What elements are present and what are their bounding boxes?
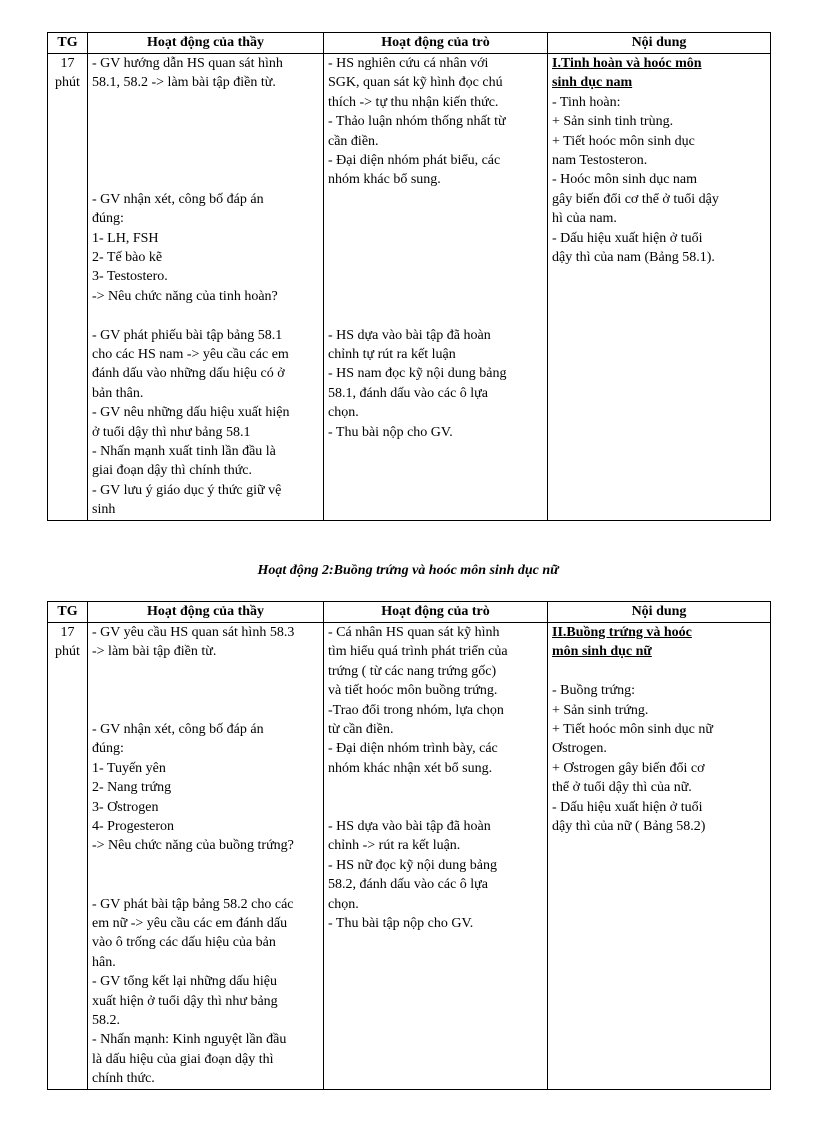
text-line: 1- Tuyến yên <box>92 760 166 776</box>
text-line: - Hoóc môn sinh dục nam <box>552 172 698 188</box>
header-teacher: Hoạt động của thầy <box>88 602 324 623</box>
text-line: cho các HS nam -> yêu cầu các em <box>92 347 289 362</box>
teacher-activity-cell <box>88 623 324 1090</box>
blank-line <box>92 681 319 700</box>
text-line: - GV hướng dẫn HS quan sát hình <box>92 56 283 71</box>
blank-line <box>92 856 319 875</box>
text-line: chỉnh -> rút ra kết luận. <box>328 838 461 854</box>
text-line: gây biến đổi cơ thể ở tuổi dậy <box>552 191 719 207</box>
student-activity-cell <box>324 623 548 1090</box>
activity-table-2 <box>47 601 771 1090</box>
text-line: đúng: <box>92 211 124 227</box>
text-line: I.Tinh hoàn và hoóc môn <box>552 56 702 71</box>
header-student: Hoạt động của trò <box>324 602 548 623</box>
header-student: Hoạt động của trò <box>324 33 548 54</box>
table-row <box>48 623 771 1090</box>
blank-line <box>92 112 319 131</box>
blank-line <box>92 701 319 720</box>
text-line: môn sinh dục nữ <box>552 644 652 660</box>
text-line: từ cần điền. <box>328 722 394 738</box>
student-activity-cell <box>324 54 548 521</box>
blank-line <box>328 190 543 209</box>
blank-line <box>328 267 543 286</box>
text-line: -Trao đổi trong nhóm, lựa chọn <box>328 702 504 718</box>
text-line: tìm hiểu quá trình phát triển của <box>328 644 508 660</box>
header-teacher: Hoạt động của thầy <box>88 33 324 54</box>
text-line: dậy thì của nam (Bảng 58.1). <box>552 250 715 266</box>
text-line: - Dấu hiệu xuất hiện ở tuổi <box>552 799 703 815</box>
time-cell <box>48 54 88 521</box>
text-line: - Đại diện nhóm phát biểu, các <box>328 153 501 169</box>
text-line: 17 <box>60 625 75 640</box>
text-line: chỉnh tự rút ra kết luận <box>328 346 456 362</box>
text-line: 4- Progesteron <box>92 819 175 835</box>
blank-line <box>552 662 766 681</box>
text-line: + Tiết hoóc môn sinh dục <box>552 133 695 149</box>
text-line: đánh dấu vào những dấu hiệu có ở <box>92 366 285 382</box>
text-line: - HS nam đọc kỹ nội dung bảng <box>328 366 507 382</box>
text-line: là dấu hiệu của giai đoạn dậy thì <box>92 1051 274 1067</box>
blank-line <box>328 248 543 267</box>
text-line: + Sản sinh tinh trùng. <box>552 114 674 130</box>
blank-line <box>92 151 319 170</box>
text-line: sinh dục nam <box>552 75 633 91</box>
text-line: - Thảo luận nhóm thống nhất từ <box>328 114 506 130</box>
text-line: - GV phát bài tập bảng 58.2 cho các <box>92 896 294 912</box>
teacher-activity-cell <box>88 54 324 521</box>
header-time: TG <box>48 33 88 54</box>
text-line: - Nhấn mạnh xuất tinh lần đầu là <box>92 444 276 460</box>
blank-line <box>92 170 319 189</box>
text-line: - GV phát phiếu bài tập bảng 58.1 <box>92 327 283 343</box>
text-line: 58.1, 58.2 -> làm bài tập điền từ. <box>92 75 276 91</box>
text-line: bản thân. <box>92 385 144 401</box>
text-line: thể ở tuổi dậy thì của nữ. <box>552 780 692 796</box>
text-line: phút <box>55 75 80 91</box>
text-line: hì của nam. <box>552 211 617 227</box>
text-line: xuất hiện ở tuổi dậy thì như bảng <box>92 993 278 1009</box>
text-line: - Thu bài tập nộp cho GV. <box>328 916 474 932</box>
text-line: em nữ -> yêu cầu các em đánh dấu <box>92 916 288 932</box>
blank-line <box>328 209 543 228</box>
blank-line <box>92 306 319 325</box>
section-2-title: Hoạt động 2:Buồng trứng và hoóc môn sinh dục nữ <box>257 563 559 578</box>
blank-line <box>328 778 543 797</box>
text-line: 2- Nang trứng <box>92 780 172 796</box>
header-content: Nội dung <box>548 33 771 54</box>
text-line: - HS nữ đọc kỹ nội dung bảng <box>328 857 497 873</box>
text-line: -> Nêu chức năng của buồng trứng? <box>92 838 294 854</box>
text-line: và tiết hoóc môn buồng trứng. <box>328 683 498 699</box>
text-line: nhóm khác nhận xét bổ sung. <box>328 760 493 776</box>
text-line: 2- Tế bào kẽ <box>92 249 163 265</box>
text-line: - HS dựa vào bài tập đã hoàn <box>328 327 491 343</box>
content-cell <box>548 623 771 1090</box>
text-line: chính thức. <box>92 1071 155 1087</box>
text-line: nam Testosteron. <box>552 153 648 169</box>
text-line: - Tinh hoàn: <box>552 94 621 110</box>
text-line: - Đại diện nhóm trình bày, các <box>328 741 498 757</box>
text-line: 17 <box>60 56 75 71</box>
text-line: II.Buồng trứng và hoóc <box>552 625 692 640</box>
text-line: giai đoạn dậy thì chính thức. <box>92 463 252 479</box>
text-line: - GV nhận xét, công bố đáp án <box>92 721 264 737</box>
text-line: - HS nghiên cứu cá nhân với <box>328 56 489 71</box>
text-line: 3- Ơstrogen <box>92 799 159 815</box>
text-line: SGK, quan sát kỹ hình đọc chú <box>328 75 503 91</box>
table-header-row <box>48 33 771 54</box>
text-line: - GV tổng kết lại những dấu hiệu <box>92 974 278 990</box>
text-line: sinh <box>92 502 116 518</box>
header-content: Nội dung <box>548 602 771 623</box>
text-line: trứng ( từ các nang trứng gốc) <box>328 663 497 679</box>
activity-table-1 <box>47 32 771 521</box>
text-line: - GV nêu những dấu hiệu xuất hiện <box>92 405 290 421</box>
blank-line <box>328 229 543 248</box>
content-body <box>552 662 766 837</box>
time-cell <box>48 623 88 1090</box>
blank-line <box>92 93 319 112</box>
text-line: 58.1, đánh dấu vào các ô lựa <box>328 385 488 401</box>
text-line: 58.2. <box>92 1013 120 1029</box>
text-line: 58.2, đánh dấu vào các ô lựa <box>328 877 488 893</box>
text-line: - GV nhận xét, công bố đáp án <box>92 191 264 207</box>
text-line: + Ơstrogen gây biến đổi cơ <box>552 760 705 776</box>
blank-line <box>92 662 319 681</box>
text-line: dậy thì của nữ ( Bảng 58.2) <box>552 819 706 835</box>
text-line: -> làm bài tập điền từ. <box>92 644 217 660</box>
header-time: TG <box>48 602 88 623</box>
text-line: - GV yêu cầu HS quan sát hình 58.3 <box>92 625 295 640</box>
text-line: chọn. <box>328 896 359 912</box>
content-heading <box>552 54 766 93</box>
blank-line <box>328 287 543 306</box>
content-heading <box>552 623 766 662</box>
text-line: 1- LH, FSH <box>92 230 159 246</box>
text-line: nhóm khác bổ sung. <box>328 172 441 188</box>
blank-line <box>92 132 319 151</box>
text-line: cần điền. <box>328 133 379 149</box>
text-line: - Nhấn mạnh: Kinh nguyệt lần đầu <box>92 1032 287 1048</box>
text-line: - Dấu hiệu xuất hiện ở tuổi <box>552 230 703 246</box>
text-line: thích -> tự thu nhận kiến thức. <box>328 94 499 110</box>
text-line: + Tiết hoóc môn sinh dục nữ <box>552 722 713 738</box>
text-line: chọn. <box>328 405 359 421</box>
content-cell <box>548 54 771 521</box>
content-body <box>552 93 766 268</box>
text-line: phút <box>55 644 80 660</box>
text-line: - HS dựa vào bài tập đã hoàn <box>328 819 491 835</box>
blank-line <box>328 798 543 817</box>
blank-line <box>328 306 543 325</box>
text-line: hân. <box>92 954 116 970</box>
text-line: - Cá nhân HS quan sát kỹ hình <box>328 625 500 640</box>
blank-line <box>92 875 319 894</box>
text-line: -> Nêu chức năng của tinh hoàn? <box>92 288 278 304</box>
text-line: ở tuổi dậy thì như bảng 58.1 <box>92 424 251 440</box>
table-row <box>48 54 771 521</box>
text-line: - Buồng trứng: <box>552 683 636 699</box>
text-line: - GV lưu ý giáo dục ý thức giữ vệ <box>92 482 282 498</box>
text-line: vào ô trống các dấu hiệu của bản <box>92 935 276 951</box>
table-header-row <box>48 602 771 623</box>
text-line: - Thu bài nộp cho GV. <box>328 424 453 440</box>
text-line: Ơstrogen. <box>552 741 607 757</box>
text-line: + Sản sinh trứng. <box>552 702 649 718</box>
text-line: 3- Testostero. <box>92 269 168 285</box>
text-line: đúng: <box>92 741 124 757</box>
